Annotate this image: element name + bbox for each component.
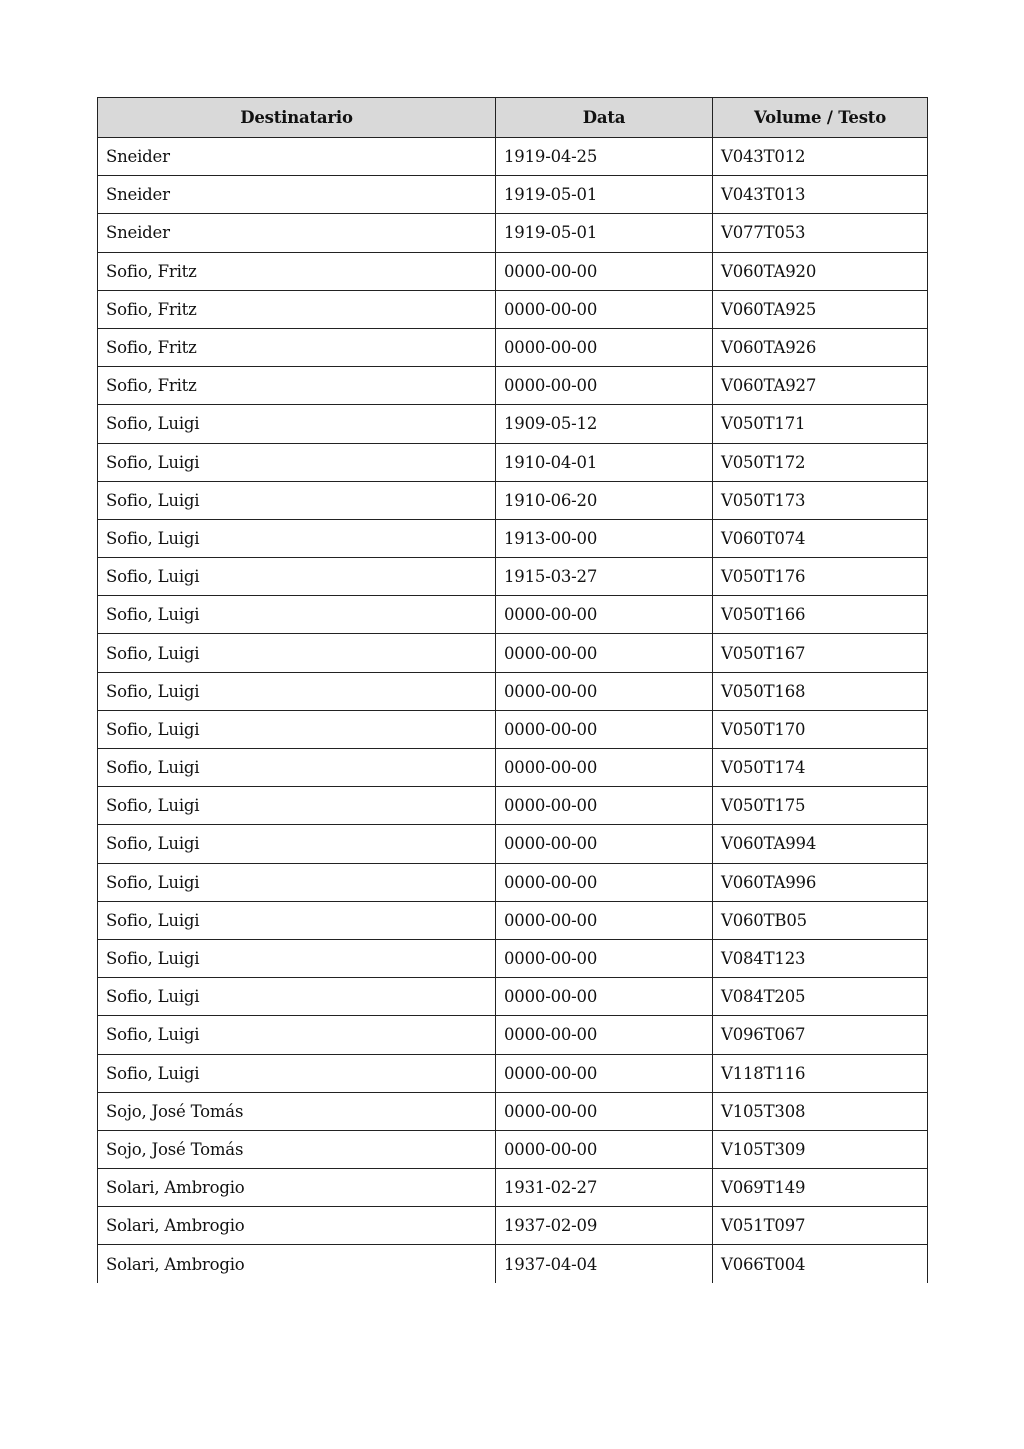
volume-text-cell: V050T172 xyxy=(713,443,928,481)
date-cell: 0000-00-00 xyxy=(496,978,713,1016)
date-cell: 1919-05-01 xyxy=(496,176,713,214)
date-cell: 0000-00-00 xyxy=(496,1054,713,1092)
volume-text-cell: V050T166 xyxy=(713,596,928,634)
table-row xyxy=(98,558,928,596)
recipient-cell: Sofio, Luigi xyxy=(98,825,496,863)
table-row xyxy=(98,672,928,710)
recipient-cell: Sofio, Luigi xyxy=(98,481,496,519)
recipient-cell: Sofio, Luigi xyxy=(98,749,496,787)
volume-text-cell: V050T170 xyxy=(713,710,928,748)
recipient-cell: Sneider xyxy=(98,138,496,176)
recipient-cell: Sofio, Luigi xyxy=(98,558,496,596)
recipient-cell: Solari, Ambrogio xyxy=(98,1169,496,1207)
recipient-cell: Sofio, Luigi xyxy=(98,672,496,710)
table-row xyxy=(98,978,928,1016)
date-cell: 1919-04-25 xyxy=(496,138,713,176)
date-cell: 1910-04-01 xyxy=(496,443,713,481)
date-cell: 1919-05-01 xyxy=(496,214,713,252)
volume-text-cell: V050T173 xyxy=(713,481,928,519)
date-cell: 1915-03-27 xyxy=(496,558,713,596)
date-cell: 0000-00-00 xyxy=(496,825,713,863)
recipient-cell: Sofio, Luigi xyxy=(98,1016,496,1054)
volume-text-cell: V084T123 xyxy=(713,939,928,977)
volume-text-cell: V043T013 xyxy=(713,176,928,214)
recipient-cell: Sneider xyxy=(98,214,496,252)
table-row xyxy=(98,252,928,290)
volume-text-cell: V050T167 xyxy=(713,634,928,672)
recipient-cell: Sofio, Fritz xyxy=(98,252,496,290)
recipient-cell: Solari, Ambrogio xyxy=(98,1245,496,1283)
table-row xyxy=(98,710,928,748)
table-row xyxy=(98,290,928,328)
volume-text-cell: V096T067 xyxy=(713,1016,928,1054)
table-row xyxy=(98,901,928,939)
recipient-cell: Sofio, Fritz xyxy=(98,290,496,328)
date-cell: 0000-00-00 xyxy=(496,939,713,977)
volume-text-cell: V043T012 xyxy=(713,138,928,176)
table-header-row xyxy=(98,98,928,138)
recipient-cell: Sneider xyxy=(98,176,496,214)
volume-text-cell: V060TA927 xyxy=(713,367,928,405)
table-row xyxy=(98,1016,928,1054)
volume-text-cell: V118T116 xyxy=(713,1054,928,1092)
date-cell: 0000-00-00 xyxy=(496,252,713,290)
table-row xyxy=(98,367,928,405)
date-cell: 0000-00-00 xyxy=(496,367,713,405)
table-row xyxy=(98,328,928,366)
date-cell: 0000-00-00 xyxy=(496,749,713,787)
date-cell: 0000-00-00 xyxy=(496,1016,713,1054)
recipient-cell: Sofio, Luigi xyxy=(98,1054,496,1092)
date-cell: 1937-04-04 xyxy=(496,1245,713,1283)
volume-text-cell: V050T176 xyxy=(713,558,928,596)
recipient-cell: Sofio, Luigi xyxy=(98,596,496,634)
date-cell: 1931-02-27 xyxy=(496,1169,713,1207)
recipient-cell: Sofio, Luigi xyxy=(98,710,496,748)
table-row xyxy=(98,1092,928,1130)
recipient-cell: Sofio, Luigi xyxy=(98,939,496,977)
recipient-cell: Solari, Ambrogio xyxy=(98,1207,496,1245)
table-row xyxy=(98,787,928,825)
table-row xyxy=(98,596,928,634)
table-row xyxy=(98,825,928,863)
table-row xyxy=(98,1245,928,1283)
date-cell: 1937-02-09 xyxy=(496,1207,713,1245)
volume-text-cell: V060TA925 xyxy=(713,290,928,328)
recipient-cell: Sojo, José Tomás xyxy=(98,1092,496,1130)
volume-text-cell: V060TA996 xyxy=(713,863,928,901)
volume-text-cell: V050T174 xyxy=(713,749,928,787)
date-cell: 0000-00-00 xyxy=(496,328,713,366)
date-cell: 0000-00-00 xyxy=(496,672,713,710)
recipient-cell: Sofio, Luigi xyxy=(98,978,496,1016)
recipient-cell: Sofio, Luigi xyxy=(98,787,496,825)
volume-text-cell: V060TA926 xyxy=(713,328,928,366)
date-cell: 1910-06-20 xyxy=(496,481,713,519)
table-row xyxy=(98,939,928,977)
volume-text-cell: V051T097 xyxy=(713,1207,928,1245)
date-cell: 0000-00-00 xyxy=(496,901,713,939)
recipient-cell: Sofio, Luigi xyxy=(98,405,496,443)
volume-text-cell: V060T074 xyxy=(713,519,928,557)
table-row xyxy=(98,138,928,176)
table-body xyxy=(98,138,928,1284)
table-row xyxy=(98,176,928,214)
volume-text-cell: V060TA920 xyxy=(713,252,928,290)
table-row xyxy=(98,1054,928,1092)
date-cell: 0000-00-00 xyxy=(496,787,713,825)
volume-text-cell: V066T004 xyxy=(713,1245,928,1283)
volume-text-cell: V069T149 xyxy=(713,1169,928,1207)
table-row xyxy=(98,1207,928,1245)
table-row xyxy=(98,214,928,252)
volume-text-cell: V105T308 xyxy=(713,1092,928,1130)
date-cell: 0000-00-00 xyxy=(496,863,713,901)
table-row xyxy=(98,1130,928,1168)
date-cell: 1909-05-12 xyxy=(496,405,713,443)
date-cell: 1913-00-00 xyxy=(496,519,713,557)
table-row xyxy=(98,749,928,787)
header-data: Data xyxy=(496,98,713,138)
recipient-cell: Sofio, Luigi xyxy=(98,443,496,481)
table-row xyxy=(98,519,928,557)
table-row xyxy=(98,1169,928,1207)
volume-text-cell: V077T053 xyxy=(713,214,928,252)
recipient-cell: Sofio, Luigi xyxy=(98,901,496,939)
date-cell: 0000-00-00 xyxy=(496,1092,713,1130)
recipient-cell: Sojo, José Tomás xyxy=(98,1130,496,1168)
recipient-cell: Sofio, Luigi xyxy=(98,863,496,901)
volume-text-cell: V050T168 xyxy=(713,672,928,710)
date-cell: 0000-00-00 xyxy=(496,596,713,634)
volume-text-cell: V050T171 xyxy=(713,405,928,443)
table-row xyxy=(98,634,928,672)
header-destinatario: Destinatario xyxy=(98,98,496,138)
letters-table xyxy=(97,97,928,1283)
volume-text-cell: V060TA994 xyxy=(713,825,928,863)
date-cell: 0000-00-00 xyxy=(496,710,713,748)
date-cell: 0000-00-00 xyxy=(496,1130,713,1168)
date-cell: 0000-00-00 xyxy=(496,634,713,672)
recipient-cell: Sofio, Fritz xyxy=(98,328,496,366)
recipient-cell: Sofio, Luigi xyxy=(98,634,496,672)
table-row xyxy=(98,481,928,519)
table-row xyxy=(98,863,928,901)
table-row xyxy=(98,443,928,481)
table-row xyxy=(98,405,928,443)
volume-text-cell: V084T205 xyxy=(713,978,928,1016)
header-volume-testo: Volume / Testo xyxy=(713,98,928,138)
volume-text-cell: V105T309 xyxy=(713,1130,928,1168)
volume-text-cell: V050T175 xyxy=(713,787,928,825)
recipient-cell: Sofio, Fritz xyxy=(98,367,496,405)
recipient-cell: Sofio, Luigi xyxy=(98,519,496,557)
volume-text-cell: V060TB05 xyxy=(713,901,928,939)
date-cell: 0000-00-00 xyxy=(496,290,713,328)
